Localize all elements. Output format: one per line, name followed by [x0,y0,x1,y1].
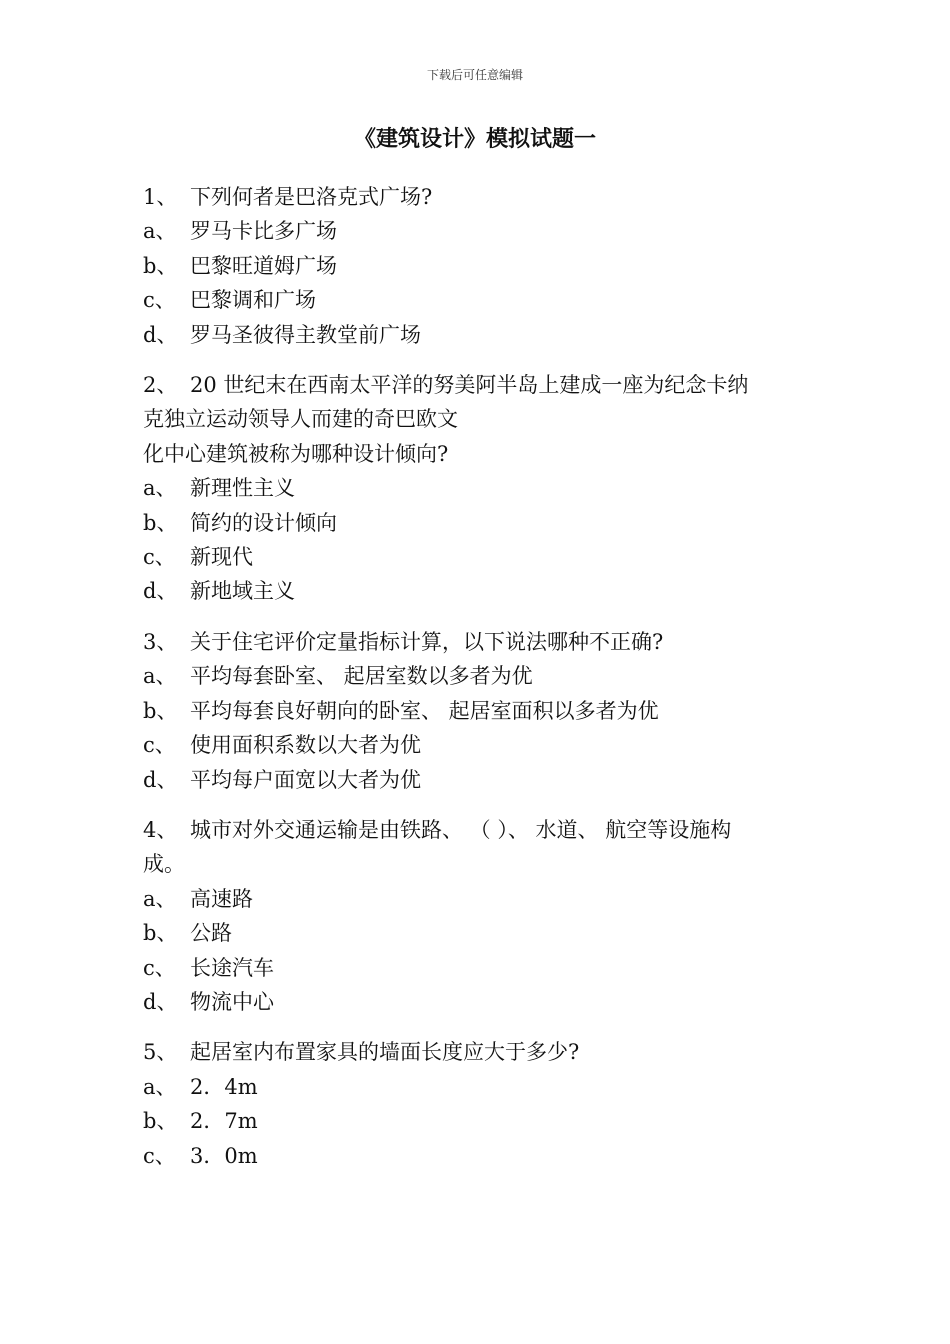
option-letter: a、 [143,219,177,244]
question-text: 起居室内布置家具的墙面长度应大于多少? [190,1040,580,1065]
option-letter: b、 [143,921,178,946]
option-text: 新理性主义 [190,476,295,501]
option-letter: c、 [143,288,176,313]
question-2 [143,368,813,609]
option-text: 新地域主义 [190,579,295,604]
option-a [143,659,813,693]
question-number: 1、 [143,185,178,209]
option-text: 公路 [190,921,232,946]
option-text: 平均每户面宽以大者为优 [190,767,421,792]
option-letter: d、 [143,767,178,792]
option-text: 使用面积系数以大者为优 [190,733,421,758]
option-text: 巴黎调和广场 [190,288,316,313]
option-letter: d、 [143,989,178,1014]
option-text: 物流中心 [190,989,274,1014]
option-b [143,1104,813,1138]
question-4 [143,813,813,1019]
question-text-line-3: 化中心建筑被称为哪种设计倾向? [143,441,449,466]
option-b [143,249,813,283]
question-text: 关于住宅评价定量指标计算，以下说法哪种不正确? [190,629,664,654]
option-b [143,694,813,728]
option-a [143,471,813,505]
question-text-line-2: 克独立运动领导人而建的奇巴欧文 [143,407,458,432]
option-text: 简约的设计倾向 [190,510,337,535]
option-letter: c、 [143,733,176,758]
question-text-line-2: 成。 [143,852,185,877]
option-letter: d、 [143,322,178,347]
option-b [143,916,813,950]
option-text: 罗马圣彼得主教堂前广场 [190,322,421,347]
option-a [143,1070,813,1104]
question-stem [143,625,813,659]
option-letter: a、 [143,1074,177,1099]
question-stem [143,1035,813,1069]
question-number: 5、 [143,1040,178,1065]
option-text: 长途汽车 [190,955,274,980]
option-d [143,574,813,608]
option-text: 罗马卡比多广场 [190,219,337,244]
option-c [143,540,813,574]
option-letter: c、 [143,545,176,570]
option-letter: c、 [143,1143,176,1168]
option-c [143,1139,813,1173]
option-text: 3．0m [190,1143,258,1168]
option-text: 新现代 [190,545,253,570]
question-stem [143,813,813,847]
option-text: 高速路 [190,886,253,911]
option-c [143,283,813,317]
question-3 [143,625,813,797]
question-list [143,180,813,1189]
option-letter: b、 [143,510,178,535]
option-a [143,214,813,248]
question-number: 3、 [143,629,178,654]
option-letter: c、 [143,955,176,980]
question-text-line-1: 城市对外交通运输是由铁路、 （ ）、 水道、 航空等设施构 [190,817,732,842]
option-letter: b、 [143,1109,178,1134]
option-letter: d、 [143,579,178,604]
option-d [143,318,813,352]
option-text: 巴黎旺道姆广场 [190,253,337,278]
option-b [143,506,813,540]
option-c [143,951,813,985]
option-letter: a、 [143,476,177,501]
option-letter: a、 [143,886,177,911]
option-a [143,882,813,916]
question-stem [143,368,813,402]
question-1 [143,180,813,352]
option-d [143,763,813,797]
option-text: 2．7m [190,1109,258,1134]
header-note: 下载后可任意编辑 [426,68,523,82]
option-letter: b、 [143,698,178,723]
question-text-line-1: 20 世纪末在西南太平洋的努美阿半岛上建成一座为纪念卡纳 [190,373,749,398]
question-number: 2、 [143,373,178,398]
option-c [143,728,813,762]
option-text: 平均每套卧室、 起居室数以多者为优 [190,664,533,689]
question-stem [143,180,813,214]
option-text: 2．4m [190,1074,258,1099]
question-5 [143,1035,813,1173]
option-letter: a、 [143,664,177,689]
question-number: 4、 [143,817,178,842]
page-title: 《建筑设计》模拟试题一 [353,127,596,152]
option-text: 平均每套良好朝向的卧室、 起居室面积以多者为优 [190,698,659,723]
option-d [143,985,813,1019]
question-text: 下列何者是巴洛克式广场? [190,185,433,209]
option-letter: b、 [143,253,178,278]
